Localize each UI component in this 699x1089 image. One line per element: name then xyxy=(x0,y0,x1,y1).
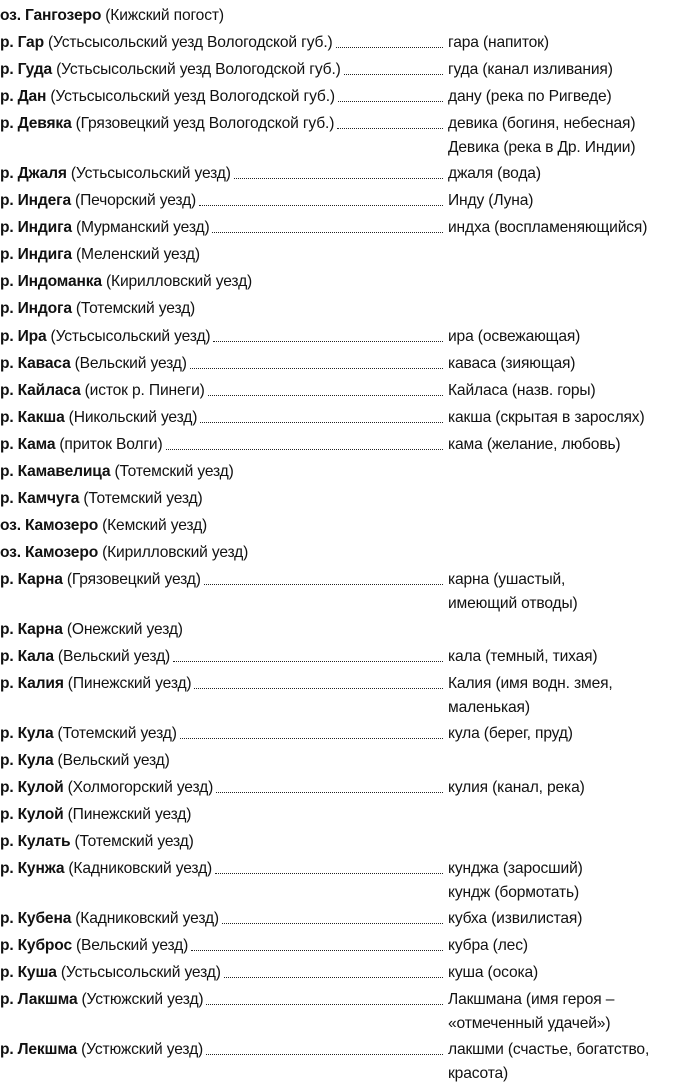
toponym-cell xyxy=(0,720,446,747)
sanskrit-meaning: кама (желание, любовь) xyxy=(448,435,621,453)
toponym-cell xyxy=(0,56,446,83)
toponym-location: (Кирилловский уезд) xyxy=(102,544,249,562)
sanskrit-meaning: Кайласа (назв. горы) xyxy=(448,381,596,399)
toponym-location: (Устьсысольский уезд Вологодской губ.) xyxy=(56,61,341,79)
toponym-cell xyxy=(0,110,446,137)
sanskrit-meaning: кунджа (заросший) xyxy=(448,860,583,878)
entry-line xyxy=(0,828,699,855)
toponym-name: Кала xyxy=(17,648,54,666)
toponym-cell xyxy=(0,268,699,295)
list-item xyxy=(0,959,699,986)
toponym-name: Лекшма xyxy=(17,1040,78,1058)
entry-line xyxy=(0,56,699,83)
indent-spacer xyxy=(0,882,446,905)
entry-line xyxy=(0,2,699,29)
sanskrit-meaning: девика (богиня, небесная) xyxy=(448,115,636,133)
toponym-name: Джаля xyxy=(17,164,67,182)
object-type-prefix: р. xyxy=(0,1040,14,1058)
toponym-location: (Онежский уезд) xyxy=(66,620,183,638)
object-type-prefix: р. xyxy=(0,88,14,106)
sanskrit-meaning-continued: маленькая) xyxy=(448,699,530,717)
dot-leader xyxy=(206,986,443,1013)
dot-leader xyxy=(204,566,443,593)
entry-line xyxy=(0,431,699,458)
entry-line xyxy=(0,350,699,377)
list-item xyxy=(0,110,699,160)
toponym-name: Лакшма xyxy=(17,991,78,1009)
sanskrit-meaning: лакшми (счастье, богатство, xyxy=(448,1040,650,1058)
list-item xyxy=(0,566,699,616)
dot-leader xyxy=(338,83,443,110)
entry-line xyxy=(0,29,699,56)
toponym-cell xyxy=(0,774,446,801)
toponym-name: Индига xyxy=(17,219,72,237)
toponym-location: (Вельский уезд) xyxy=(74,354,187,372)
toponym-cell xyxy=(0,350,446,377)
toponym-location: (Тотемский уезд) xyxy=(114,463,234,480)
toponym-name: Индига xyxy=(17,246,72,264)
entry-line xyxy=(0,670,699,697)
toponym-location: (Кадниковский уезд) xyxy=(75,909,219,927)
entry-line xyxy=(0,295,699,322)
list-item xyxy=(0,747,699,774)
sanskrit-meaning: кала (темный, тихая) xyxy=(448,648,598,666)
list-item xyxy=(0,404,699,431)
object-type-prefix: р. xyxy=(0,463,14,480)
sanskrit-meaning: кулия (канал, река) xyxy=(448,778,585,796)
list-item xyxy=(0,512,699,539)
toponym-cell xyxy=(0,2,699,29)
list-item xyxy=(0,616,699,643)
toponym-location: (Устьсысольский уезд Вологодской губ.) xyxy=(50,88,335,106)
dot-leader xyxy=(215,855,443,882)
toponym-name: Каваса xyxy=(17,354,71,372)
toponym-location: (Кадниковский уезд) xyxy=(68,860,213,878)
entry-line xyxy=(0,187,699,214)
sanskrit-meaning: Лакшмана (имя героя – xyxy=(448,991,615,1009)
list-item xyxy=(0,350,699,377)
toponym-name: Гуда xyxy=(17,61,53,79)
list-item xyxy=(0,431,699,458)
toponym-cell xyxy=(0,295,699,322)
entry-line xyxy=(0,905,699,932)
list-item xyxy=(0,29,699,56)
toponym-location: (Холмогорский уезд) xyxy=(67,778,214,796)
sanskrit-meaning-continued: «отмеченный удачей») xyxy=(448,1015,611,1033)
entry-line xyxy=(0,643,699,670)
entry-line xyxy=(0,458,699,485)
toponym-location: (Мурманский уезд) xyxy=(75,219,210,237)
sanskrit-meaning: какша (скрытая в зарослях) xyxy=(448,408,645,426)
entry-line xyxy=(0,720,699,747)
toponym-location: (Тотемский уезд) xyxy=(74,833,194,851)
object-type-prefix: р. xyxy=(0,860,14,878)
list-item xyxy=(0,932,699,959)
object-type-prefix: р. xyxy=(0,435,14,453)
toponym-cell xyxy=(0,801,699,828)
indent-spacer xyxy=(0,1063,446,1086)
list-item xyxy=(0,1036,699,1086)
toponym-location: (Тотемский уезд) xyxy=(83,490,203,508)
toponym-location: (Устюжский уезд) xyxy=(81,1040,204,1058)
toponym-cell xyxy=(0,377,446,404)
toponym-cell xyxy=(0,828,699,855)
object-type-prefix: р. xyxy=(0,192,14,210)
object-type-prefix: р. xyxy=(0,936,14,954)
toponym-location: (исток р. Пинеги) xyxy=(84,381,205,399)
list-item xyxy=(0,643,699,670)
dot-leader xyxy=(206,1036,443,1063)
list-item xyxy=(0,241,699,268)
list-item xyxy=(0,323,699,350)
toponym-name: Ира xyxy=(17,327,47,345)
toponym-location: (Пинежский уезд) xyxy=(67,675,192,693)
list-item xyxy=(0,214,699,241)
toponym-cell xyxy=(0,187,446,214)
list-item xyxy=(0,828,699,855)
sanskrit-meaning: ира (освежающая) xyxy=(448,327,581,345)
toponym-location: (Грязовецкий уезд) xyxy=(66,571,201,589)
entry-line xyxy=(0,377,699,404)
dot-leader xyxy=(180,720,443,747)
list-item xyxy=(0,855,699,905)
entry-continuation-line xyxy=(0,882,699,905)
entry-line xyxy=(0,160,699,187)
object-type-prefix: р. xyxy=(0,909,14,927)
toponym-cell xyxy=(0,616,699,643)
sanskrit-meaning: Калия (имя водн. змея, xyxy=(448,675,613,693)
entry-line xyxy=(0,959,699,986)
object-type-prefix: р. xyxy=(0,164,14,182)
toponym-cell xyxy=(0,83,446,110)
sanskrit-meaning: гуда (канал изливания) xyxy=(448,61,613,79)
object-type-prefix: р. xyxy=(0,833,14,851)
toponym-cell xyxy=(0,160,446,187)
indent-spacer xyxy=(0,697,446,720)
toponym-cell xyxy=(0,485,699,512)
toponym-cell xyxy=(0,431,446,458)
entry-continuation-line xyxy=(0,697,699,720)
dot-leader xyxy=(344,56,443,83)
toponym-cell xyxy=(0,1036,446,1063)
sanskrit-meaning: дану (река по Ригведе) xyxy=(448,88,612,106)
object-type-prefix: р. xyxy=(0,219,14,237)
object-type-prefix: р. xyxy=(0,724,14,742)
sanskrit-meaning: индха (воспламеняющийся) xyxy=(448,219,648,237)
sanskrit-meaning-continued: имеющий отводы) xyxy=(448,595,578,613)
toponym-name: Кулой xyxy=(17,778,64,796)
toponym-name: Карна xyxy=(17,571,63,589)
entry-line xyxy=(0,774,699,801)
object-type-prefix: р. xyxy=(0,675,14,693)
toponym-name: Калия xyxy=(17,675,64,693)
toponym-name: Индоманка xyxy=(17,273,102,291)
object-type-prefix: р. xyxy=(0,620,14,638)
object-type-prefix: р. xyxy=(0,991,14,1009)
object-type-prefix: оз. xyxy=(0,7,21,24)
toponym-name: Кунжа xyxy=(17,860,65,878)
sanskrit-meaning: кубха (извилистая) xyxy=(448,909,583,927)
list-item xyxy=(0,2,699,29)
toponym-name: Дан xyxy=(17,88,47,106)
list-item xyxy=(0,905,699,932)
dot-leader xyxy=(166,431,444,458)
entry-continuation-line xyxy=(0,1063,699,1086)
dot-leader xyxy=(337,110,443,137)
toponym-name: Индога xyxy=(17,300,72,318)
list-item xyxy=(0,377,699,404)
sanskrit-meaning-continued: красота) xyxy=(448,1064,509,1082)
entry-line xyxy=(0,932,699,959)
object-type-prefix: р. xyxy=(0,751,14,769)
dot-leader xyxy=(234,160,443,187)
sanskrit-meaning: джаля (вода) xyxy=(448,164,541,182)
dot-leader xyxy=(190,350,443,377)
toponym-location: (Устьсысольский уезд Вологодской губ.) xyxy=(47,34,333,52)
toponym-name: Кулой xyxy=(17,806,64,824)
object-type-prefix: р. xyxy=(0,490,14,508)
entry-line xyxy=(0,986,699,1013)
dot-leader xyxy=(200,404,443,431)
indent-spacer xyxy=(0,593,446,616)
object-type-prefix: р. xyxy=(0,246,14,264)
object-type-prefix: р. xyxy=(0,381,14,399)
toponym-location: (Кирилловский уезд) xyxy=(105,273,253,291)
object-type-prefix: р. xyxy=(0,806,14,824)
toponym-location: (Кижский погост) xyxy=(105,7,224,24)
toponym-location: (Вельский уезд) xyxy=(57,751,170,769)
dot-leader xyxy=(208,377,443,404)
entry-line xyxy=(0,110,699,137)
toponym-location: (Печорский уезд) xyxy=(75,192,197,210)
indent-spacer xyxy=(0,137,446,160)
toponym-location: (Кемский уезд) xyxy=(102,517,208,535)
toponym-name: Кула xyxy=(17,724,54,742)
entry-continuation-line xyxy=(0,1013,699,1036)
sanskrit-meaning: куша (осока) xyxy=(448,964,539,981)
list-item xyxy=(0,720,699,747)
toponym-name: Гангозеро xyxy=(24,7,102,24)
toponym-cell xyxy=(0,932,446,959)
toponym-name: Карна xyxy=(17,620,63,638)
toponym-location: (Устюжский уезд) xyxy=(81,991,204,1009)
sanskrit-meaning-continued: Девика (река в Др. Индии) xyxy=(448,139,636,157)
entry-line xyxy=(0,214,699,241)
toponym-location: (Пинежский уезд) xyxy=(67,806,192,824)
entry-line xyxy=(0,1036,699,1063)
toponym-location: (Устьсысольский уезд) xyxy=(70,164,231,182)
entry-line xyxy=(0,801,699,828)
object-type-prefix: р. xyxy=(0,61,14,79)
toponym-location: (Устьсысольский уезд) xyxy=(60,964,221,981)
toponym-cell xyxy=(0,566,446,593)
toponym-cell xyxy=(0,747,699,774)
toponym-name: Кайласа xyxy=(17,381,81,399)
entry-line xyxy=(0,323,699,350)
toponym-cell xyxy=(0,241,699,268)
entry-continuation-line xyxy=(0,593,699,616)
toponym-name: Камавелица xyxy=(17,463,111,480)
toponym-name: Камчуга xyxy=(17,490,80,508)
sanskrit-meaning: каваса (зияющая) xyxy=(448,354,576,372)
object-type-prefix: р. xyxy=(0,34,14,52)
sanskrit-meaning-continued: кундж (бормотать) xyxy=(448,884,579,902)
entry-line xyxy=(0,485,699,512)
toponym-list xyxy=(0,2,699,1085)
object-type-prefix: р. xyxy=(0,354,14,372)
dot-leader xyxy=(212,214,443,241)
toponym-name: Кулать xyxy=(17,833,71,851)
dot-leader xyxy=(199,187,443,214)
dot-leader xyxy=(216,774,443,801)
entry-line xyxy=(0,539,699,566)
object-type-prefix: р. xyxy=(0,571,14,589)
toponym-cell xyxy=(0,959,446,986)
sanskrit-meaning: Инду (Луна) xyxy=(448,192,534,210)
toponym-cell xyxy=(0,539,699,566)
toponym-location: (Грязовецкий уезд Вологодской губ.) xyxy=(75,115,335,133)
object-type-prefix: р. xyxy=(0,964,14,981)
list-item xyxy=(0,458,699,485)
list-item xyxy=(0,670,699,720)
toponym-location: (Никольский уезд) xyxy=(68,408,198,426)
entry-line xyxy=(0,241,699,268)
toponym-name: Какша xyxy=(17,408,65,426)
toponym-location: (Меленский уезд) xyxy=(75,246,200,264)
object-type-prefix: р. xyxy=(0,327,14,345)
entry-line xyxy=(0,512,699,539)
toponym-name: Кула xyxy=(17,751,54,769)
object-type-prefix: оз. xyxy=(0,517,21,535)
list-item xyxy=(0,774,699,801)
toponym-cell xyxy=(0,29,446,56)
dot-leader xyxy=(222,905,443,932)
toponym-cell xyxy=(0,512,699,539)
entry-line xyxy=(0,404,699,431)
entry-line xyxy=(0,566,699,593)
dot-leader xyxy=(191,932,443,959)
toponym-cell xyxy=(0,404,446,431)
entry-line xyxy=(0,616,699,643)
sanskrit-meaning: кубра (лес) xyxy=(448,936,528,954)
toponym-name: Индега xyxy=(17,192,72,210)
toponym-cell xyxy=(0,905,446,932)
list-item xyxy=(0,485,699,512)
toponym-name: Камозеро xyxy=(24,544,99,562)
toponym-name: Куброс xyxy=(17,936,73,954)
entry-line xyxy=(0,747,699,774)
toponym-location: (Тотемский уезд) xyxy=(57,724,177,742)
list-item xyxy=(0,187,699,214)
toponym-cell xyxy=(0,643,446,670)
toponym-location: (приток Волги) xyxy=(59,435,163,453)
toponym-location: (Вельский уезд) xyxy=(76,936,189,954)
sanskrit-meaning: гара (напиток) xyxy=(448,34,549,52)
object-type-prefix: р. xyxy=(0,115,14,133)
toponym-name: Девяка xyxy=(17,115,72,133)
list-item xyxy=(0,268,699,295)
toponym-name: Кама xyxy=(17,435,56,453)
indent-spacer xyxy=(0,1013,446,1036)
dot-leader xyxy=(224,959,443,986)
toponym-location: (Вельский уезд) xyxy=(57,648,171,666)
toponym-name: Камозеро xyxy=(24,517,99,535)
toponym-cell xyxy=(0,986,446,1013)
toponym-location: (Тотемский уезд) xyxy=(75,300,196,318)
sanskrit-meaning: карна (ушастый, xyxy=(448,571,566,589)
object-type-prefix: р. xyxy=(0,648,14,666)
object-type-prefix: р. xyxy=(0,273,14,291)
toponym-name: Куша xyxy=(17,964,57,981)
dot-leader xyxy=(336,29,443,56)
dot-leader xyxy=(194,670,443,697)
object-type-prefix: р. xyxy=(0,300,14,318)
toponym-cell xyxy=(0,855,446,882)
list-item xyxy=(0,986,699,1036)
list-item xyxy=(0,295,699,322)
toponym-cell xyxy=(0,458,699,485)
toponym-cell xyxy=(0,670,446,697)
toponym-name: Гар xyxy=(17,34,44,52)
toponym-name: Кубена xyxy=(17,909,72,927)
object-type-prefix: р. xyxy=(0,778,14,796)
list-item xyxy=(0,539,699,566)
object-type-prefix: оз. xyxy=(0,544,21,562)
sanskrit-meaning: кула (берег, пруд) xyxy=(448,724,573,742)
list-item xyxy=(0,160,699,187)
toponym-cell xyxy=(0,323,446,350)
toponym-location: (Устьсысольский уезд) xyxy=(50,327,211,345)
entry-line xyxy=(0,855,699,882)
dot-leader xyxy=(173,643,443,670)
toponym-cell xyxy=(0,214,446,241)
list-item xyxy=(0,56,699,83)
object-type-prefix: р. xyxy=(0,408,14,426)
entry-line xyxy=(0,268,699,295)
list-item xyxy=(0,801,699,828)
entry-continuation-line xyxy=(0,137,699,160)
list-item xyxy=(0,83,699,110)
entry-line xyxy=(0,83,699,110)
dot-leader xyxy=(213,323,443,350)
